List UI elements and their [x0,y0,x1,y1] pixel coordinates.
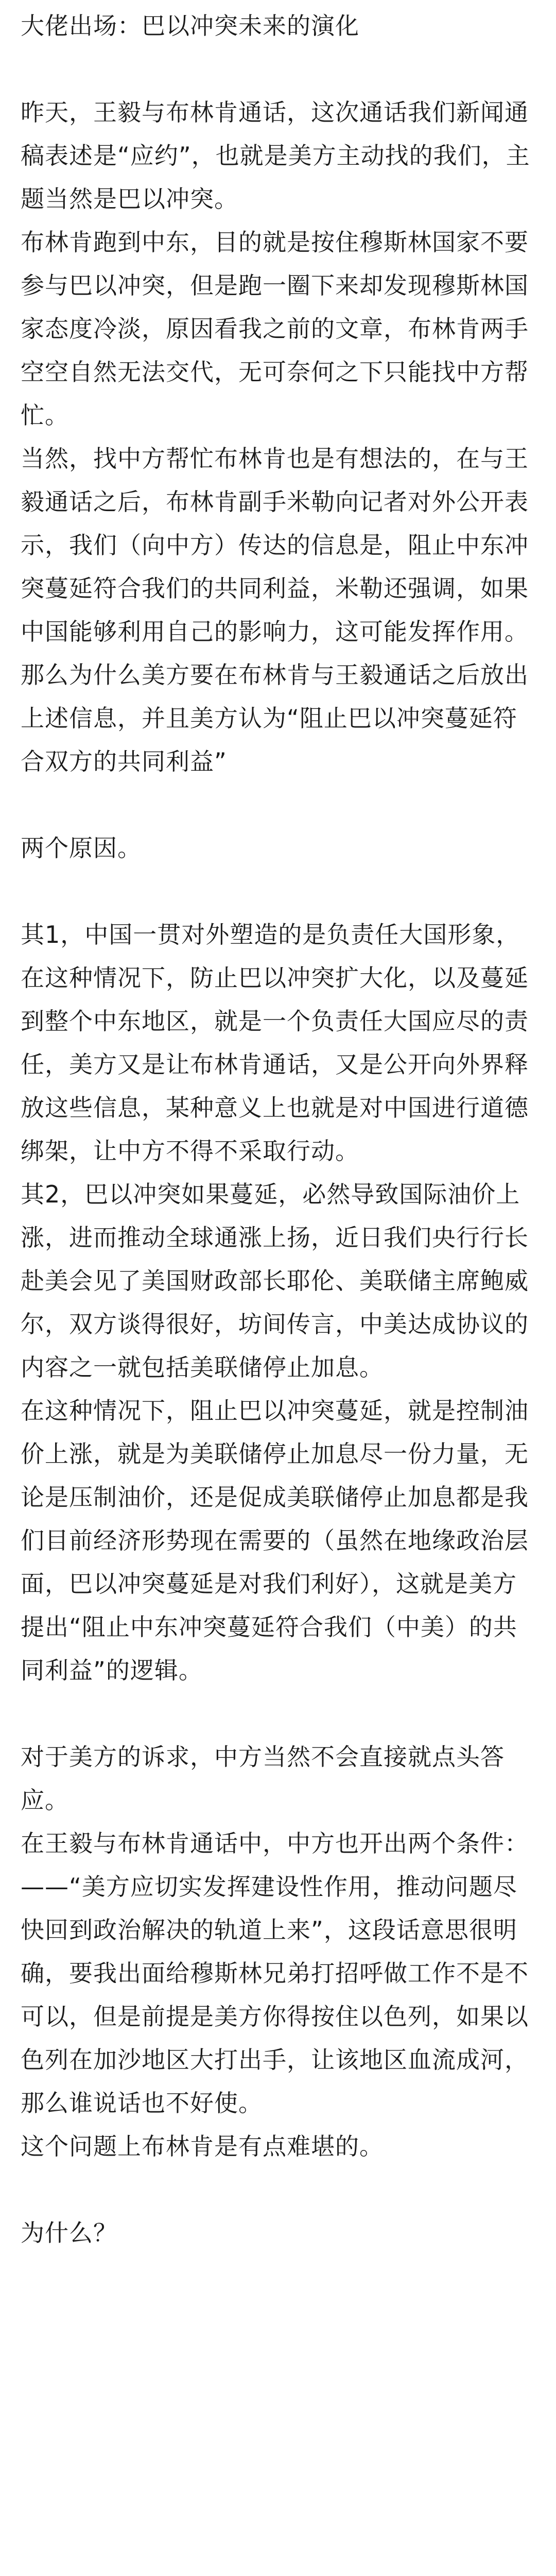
paragraph-7: 其2，巴以冲突如果蔓延，必然导致国际油价上涨，进而推动全球通涨上扬，近日我们央行行长赴美会见了美国财政部长耶伦、美联储主席鲍威尔，双方谈得很好，坊间传言，中美达成协议的内容之一就包括美联储停止加息。 [21,1180,529,1381]
paragraph-5: 两个原因。 [21,834,142,862]
paragraph-13: 为什么？ [21,2219,117,2247]
paragraph-10: 在王毅与布林肯通话中，中方也开出两个条件： [21,1829,529,1857]
paragraph-3: 当然，找中方帮忙布林肯也是有想法的，在与王毅通话之后，布林肯副手米勒向记者对外公开表示，我们（向中方）传达的信息是，阻止中东冲突蔓延符合我们的共同利益，米勒还强调，如果中国能够利用自己的影响力，这可能发挥作用。 [21,445,529,646]
paragraph-9: 对于美方的诉求，中方当然不会直接就点头答应。 [21,1743,505,1814]
paragraph-6: 其1，中国一贯对外塑造的是负责任大国形象，在这种情况下，防止巴以冲突扩大化，以及蔓延到整个中东地区，就是一个负责任大国应尽的责任，美方又是让布林肯通话，又是公开向外界释放这些信息，某种意义上也就是对中国进行道德绑架，让中方不得不采取行动。 [21,921,529,1165]
paragraph-8: 在这种情况下，阻止巴以冲突蔓延，就是控制油价上涨，就是为美联储停止加息尽一份力量，无论是压制油价，还是促成美联储停止加息都是我们目前经济形势现在需要的（虽然在地缘政治层面，巴以冲突蔓延是对我们利好），这就是美方提出“阻止中东冲突蔓延符合我们（中美）的共同利益”的逻辑。 [21,1397,529,1684]
spacer [21,783,535,826]
spacer [21,870,535,913]
article-title: 大佬出场：巴以冲突未来的演化 [21,12,359,40]
paragraph-11: ——“美方应切实发挥建设性作用，推动问题尽快回到政治解决的轨道上来”，这段话意思很明确，要我出面给穆斯林兄弟打招呼做工作不是不可以，但是前提是美方你得按住以色列，如果以色列在加沙地区大打出手，让该地区血流成河，那么谁说话也不好使。 [21,1873,529,2117]
spacer [21,2168,535,2211]
paragraph-2: 布林肯跑到中东，目的就是按住穆斯林国家不要参与巴以冲突，但是跑一圈下来却发现穆斯林国家态度冷淡，原因看我之前的文章，布林肯两手空空自然无法交代，无可奈何之下只能找中方帮忙。 [21,228,529,429]
spacer [21,1692,535,1735]
paragraph-4: 那么为什么美方要在布林肯与王毅通话之后放出上述信息，并且美方认为“阻止巴以冲突蔓延符合双方的共同利益” [21,661,529,775]
paragraph-1: 昨天，王毅与布林肯通话，这次通话我们新闻通稿表述是“应约”，也就是美方主动找的我们，主题当然是巴以冲突。 [21,98,530,213]
spacer [21,47,535,91]
paragraph-12: 这个问题上布林肯是有点难堪的。 [21,2132,384,2160]
